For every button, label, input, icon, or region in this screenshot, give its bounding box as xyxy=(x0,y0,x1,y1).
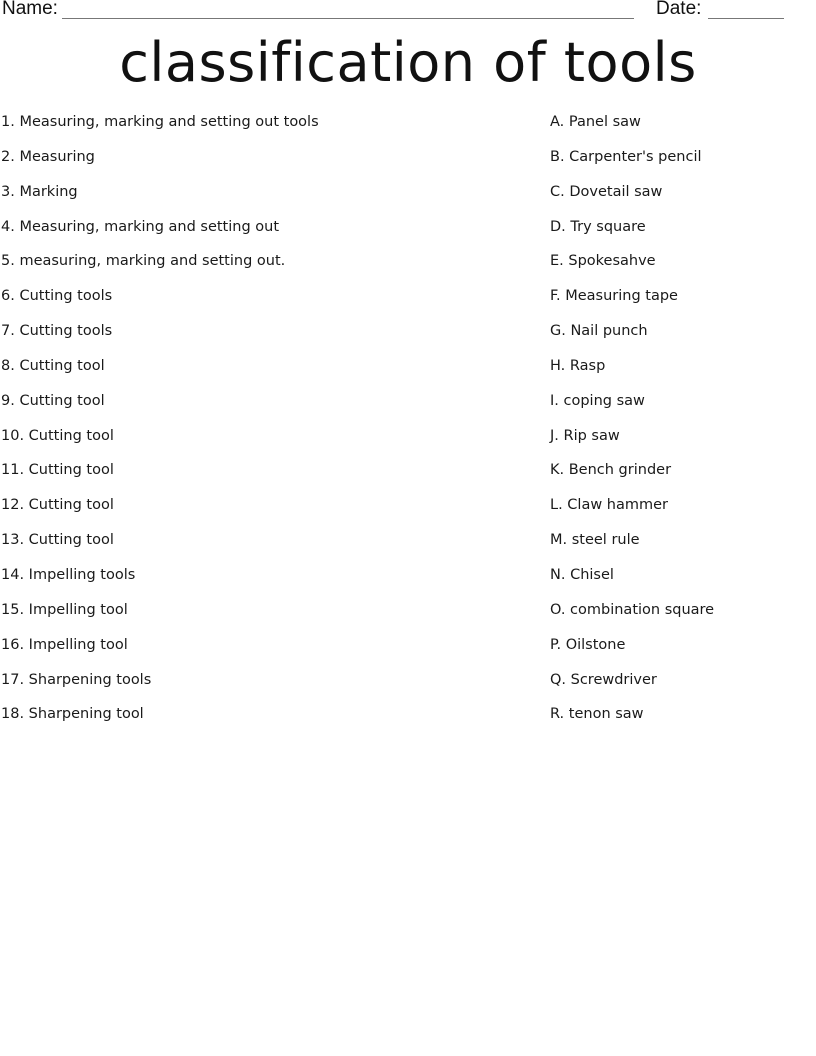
answers-list xyxy=(550,112,810,739)
question-item: 17. Sharpening tools xyxy=(1,671,152,688)
answer-item: R. tenon saw xyxy=(550,706,644,723)
question-item: 3. Marking xyxy=(1,183,78,200)
answer-item: J. Rip saw xyxy=(550,427,620,444)
answer-item: I. coping saw xyxy=(550,392,645,409)
answer-item: D. Try square xyxy=(550,218,646,235)
question-item: 5. measuring, marking and setting out. xyxy=(1,253,286,270)
question-item: 13. Cutting tool xyxy=(1,532,114,549)
answer-item: C. Dovetail saw xyxy=(550,183,663,200)
question-item: 8. Cutting tool xyxy=(1,357,105,374)
question-item: 12. Cutting tool xyxy=(1,497,114,514)
name-label: Name: xyxy=(2,0,58,19)
question-item: 16. Impelling tool xyxy=(1,636,128,653)
name-blank-line xyxy=(62,18,634,19)
answer-item: Q. Screwdriver xyxy=(550,671,657,688)
page-title: classification of tools xyxy=(119,31,697,94)
answer-item: N. Chisel xyxy=(550,566,614,583)
answer-item: M. steel rule xyxy=(550,532,640,549)
answer-item: K. Bench grinder xyxy=(550,462,672,479)
question-item: 18. Sharpening tool xyxy=(1,706,144,723)
date-label: Date: xyxy=(656,0,702,19)
question-item: 1. Measuring, marking and setting out tools xyxy=(1,114,319,130)
answer-item: P. Oilstone xyxy=(550,636,626,653)
answer-item: H. Rasp xyxy=(550,357,606,374)
question-item: 11. Cutting tool xyxy=(1,462,114,479)
question-item: 4. Measuring, marking and setting out xyxy=(1,218,280,235)
questions-list xyxy=(1,112,521,739)
question-item: 14. Impelling tools xyxy=(1,566,136,583)
answer-item: G. Nail punch xyxy=(550,323,648,340)
question-item: 6. Cutting tools xyxy=(1,288,113,305)
date-blank-line xyxy=(708,18,784,19)
question-item: 9. Cutting tool xyxy=(1,392,105,409)
question-item: 15. Impelling tool xyxy=(1,601,128,618)
answer-item: A. Panel saw xyxy=(550,114,641,130)
answer-item: O. combination square xyxy=(550,601,715,618)
question-item: 2. Measuring xyxy=(1,148,95,165)
answer-item: F. Measuring tape xyxy=(550,288,678,305)
answer-item: L. Claw hammer xyxy=(550,497,669,514)
question-item: 7. Cutting tools xyxy=(1,323,113,340)
answer-item: E. Spokesahve xyxy=(550,253,656,270)
question-item: 10. Cutting tool xyxy=(1,427,114,444)
answer-item: B. Carpenter's pencil xyxy=(550,148,702,165)
worksheet-header xyxy=(0,0,800,24)
